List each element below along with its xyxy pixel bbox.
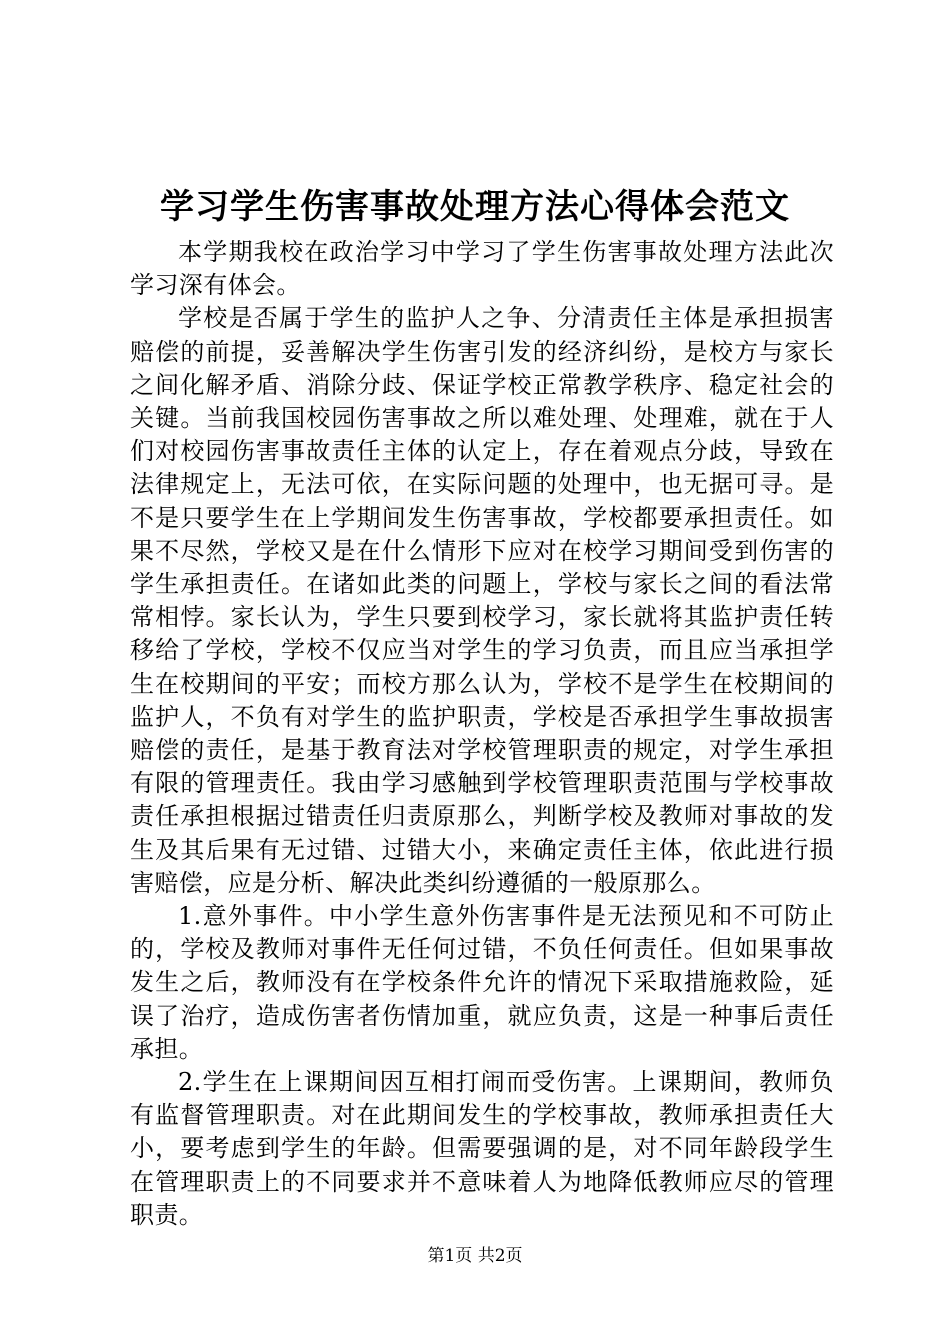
paragraph-main: 学校是否属于学生的监护人之争、分清责任主体是承担损害赔偿的前提，妥善解决学生伤害引发的经济纠纷，是校方与家长之间化解矛盾、消除分歧、保证学校正常教学秩序、稳定社会的关键。当前我国校园伤害事故之所以难处理、处理难，就在于人们对校园伤害事故责任主体的认定上，存在着观点分歧，导致在法律规定上，无法可依，在实际问题的处理中，也无据可寻。是不是只要学生在上学期间发生伤害事故，学校都要承担责任。如果不尽然，学校又是在什么情形下应对在校学习期间受到伤害的学生承担责任。在诸如此类的问题上，学校与家长之间的看法常常相悖。家长认为，学生只要到校学习，家长就将其监护责任转移给了学校，学校不仅应当对学生的学习负责，而且应当承担学生在校期间的平安；而校方那么认为，学校不是学生在校期间的监护人，不负有对学生的监护职责，学校是否承担学生事故损害赔偿的责任，是基于教育法对学校管理职责的规定，对学生承担有限的管理责任。我由学习感触到学校管理职责范围与学校事故责任承担根据过错责任归责原那么，判断学校及教师对事故的发生及其后果有无过错、过错大小，来确定责任主体，依此进行损害赔偿，应是分析、解决此类纠纷遵循的一般原那么。 — [130, 304, 834, 897]
paragraph-item-2: 2.学生在上课期间因互相打闹而受伤害。上课期间，教师负有监督管理职责。对在此期间发生的学校事故，教师承担责任大小，要考虑到学生的年龄。但需要强调的是，对不同年龄段学生在管理职责上的不同要求并不意味着人为地降低教师应尽的管理职责。 — [130, 1068, 834, 1229]
paragraph-item-1: 1.意外事件。中小学生意外伤害事件是无法预见和不可防止的，学校及教师对事件无任何过错，不负任何责任。但如果事故发生之后，教师没有在学校条件允许的情况下采取措施救险，延误了治疗，造成伤害者伤情加重，就应负责，这是一种事后责任承担。 — [130, 902, 834, 1063]
paragraph-intro: 本学期我校在政治学习中学习了学生伤害事故处理方法此次学习深有体会。 — [130, 238, 834, 300]
document-title: 学习学生伤害事故处理方法心得体会范文 — [160, 187, 790, 227]
page-footer: 第1页 共2页 — [427, 1246, 523, 1266]
document-body — [130, 236, 834, 1232]
